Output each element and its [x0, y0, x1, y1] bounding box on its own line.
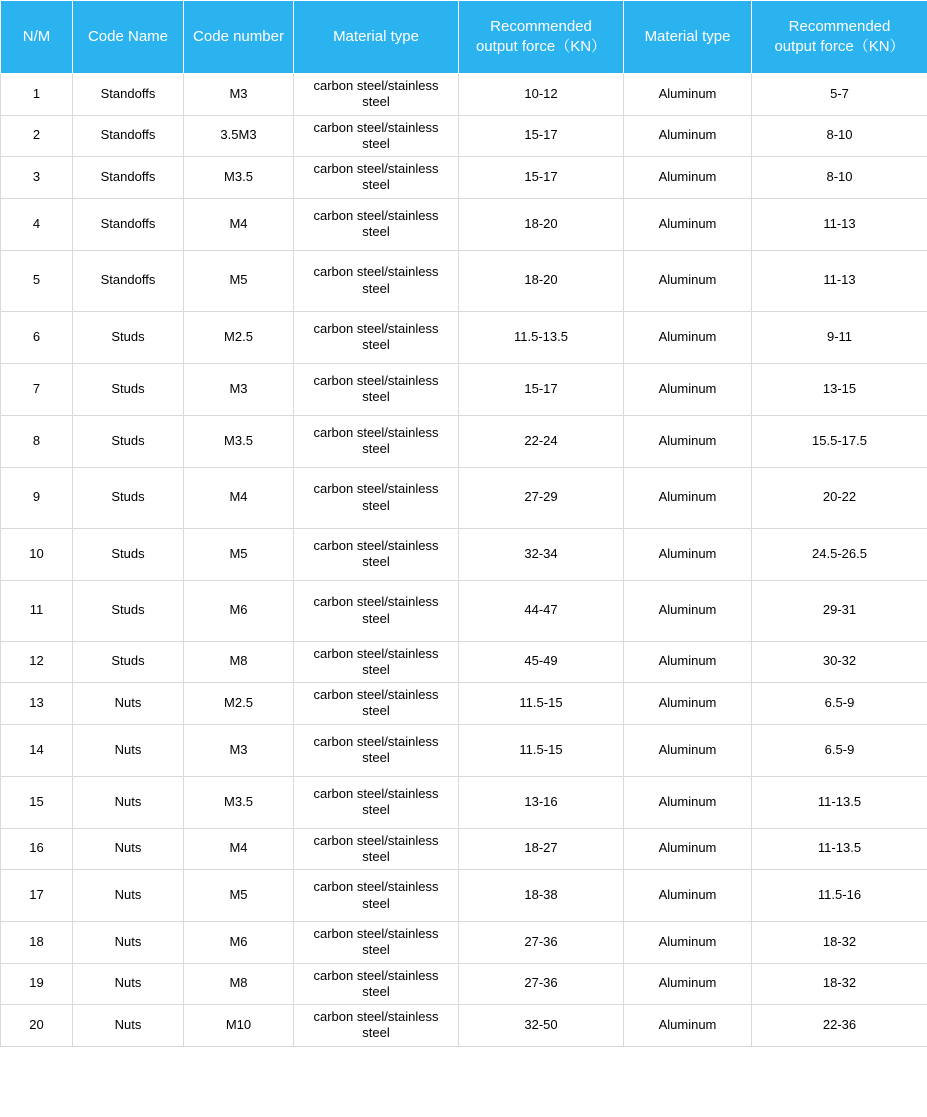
cell-material-type-2: Aluminum [624, 467, 752, 528]
table-header-row [1, 1, 927, 74]
material-line-2: steel [362, 280, 390, 296]
cell-material-type-1 [294, 963, 459, 1005]
table-row [1, 683, 927, 725]
cell-code-number: M5 [184, 528, 294, 580]
table-row [1, 415, 927, 467]
cell-output-force-1: 22-24 [459, 415, 624, 467]
table-row [1, 311, 927, 363]
material-line-2: steel [362, 802, 390, 817]
material-line-2: steel [362, 703, 390, 719]
cell-output-force-1: 18-20 [459, 250, 624, 311]
cell-code-name: Studs [73, 363, 184, 415]
cell-material-type-1 [294, 580, 459, 641]
material-line-1: carbon steel/stainless [313, 207, 439, 223]
cell-nm: 19 [1, 963, 73, 1005]
cell-output-force-1: 11.5-13.5 [459, 311, 624, 363]
cell-nm: 17 [1, 870, 73, 922]
cell-nm: 18 [1, 922, 73, 964]
cell-output-force-1: 32-50 [459, 1005, 624, 1047]
cell-material-type-2: Aluminum [624, 157, 752, 199]
cell-material-type-2: Aluminum [624, 641, 752, 683]
cell-code-number: M2.5 [184, 311, 294, 363]
cell-output-force-1: 10-12 [459, 74, 624, 116]
cell-material-type-1 [294, 1005, 459, 1047]
cell-nm: 11 [1, 580, 73, 641]
cell-nm: 2 [1, 115, 73, 157]
table-row [1, 198, 927, 250]
cell-material-type-1 [294, 870, 459, 922]
material-line-1: carbon steel/stainless [313, 320, 439, 336]
cell-output-force-2: 20-22 [752, 467, 927, 528]
cell-code-number: M8 [184, 641, 294, 683]
cell-output-force-2: 11.5-16 [752, 870, 927, 922]
cell-code-name: Standoffs [73, 74, 184, 116]
cell-output-force-2: 18-32 [752, 963, 927, 1005]
material-line-1: carbon steel/stainless [313, 161, 439, 176]
material-line-2: steel [362, 554, 390, 569]
cell-code-number: M3 [184, 724, 294, 776]
cell-material-type-1 [294, 363, 459, 415]
cell-output-force-2: 9-11 [752, 311, 927, 363]
column-header-output-force-1-line2: output force（KN） [475, 38, 607, 55]
cell-output-force-1: 15-17 [459, 157, 624, 199]
cell-output-force-1: 11.5-15 [459, 683, 624, 725]
column-header-output-force-2 [752, 1, 927, 74]
cell-material-type-2: Aluminum [624, 1005, 752, 1047]
cell-nm: 15 [1, 776, 73, 828]
material-line-1: carbon steel/stainless [313, 424, 439, 440]
cell-code-number: M4 [184, 467, 294, 528]
cell-output-force-1: 15-17 [459, 115, 624, 157]
cell-material-type-2: Aluminum [624, 250, 752, 311]
table-row [1, 157, 927, 199]
cell-material-type-1 [294, 115, 459, 157]
table-row [1, 963, 927, 1005]
material-line-1: carbon steel/stainless [313, 537, 439, 553]
material-line-1: carbon steel/stainless [313, 879, 439, 895]
cell-output-force-2: 11-13 [752, 198, 927, 250]
material-line-2: steel [362, 1025, 390, 1041]
material-line-1: carbon steel/stainless [313, 78, 439, 93]
material-line-2: steel [362, 895, 390, 911]
cell-material-type-1 [294, 683, 459, 725]
cell-code-name: Studs [73, 641, 184, 683]
cell-code-number: M3 [184, 363, 294, 415]
cell-code-number: M4 [184, 198, 294, 250]
cell-code-name: Standoffs [73, 198, 184, 250]
material-line-2: steel [362, 497, 390, 513]
cell-output-force-1: 18-20 [459, 198, 624, 250]
column-header-output-force-2-line2: output force（KN） [774, 38, 905, 55]
cell-code-number: M8 [184, 963, 294, 1005]
cell-code-name: Standoffs [73, 115, 184, 157]
column-header-material-type-1 [294, 1, 459, 74]
material-line-2: steel [362, 610, 390, 626]
cell-material-type-2: Aluminum [624, 963, 752, 1005]
cell-nm: 1 [1, 74, 73, 116]
cell-output-force-1: 15-17 [459, 363, 624, 415]
cell-output-force-2: 11-13.5 [752, 828, 927, 870]
cell-material-type-2: Aluminum [624, 683, 752, 725]
cell-material-type-2: Aluminum [624, 776, 752, 828]
column-header-output-force-2-line1: Recommended [788, 17, 891, 35]
table-row [1, 115, 927, 157]
material-line-1: carbon steel/stainless [313, 967, 439, 983]
column-header-code-number [184, 1, 294, 74]
cell-material-type-1 [294, 311, 459, 363]
cell-material-type-1 [294, 922, 459, 964]
cell-output-force-2: 6.5-9 [752, 724, 927, 776]
material-line-1: carbon steel/stainless [313, 372, 439, 388]
cell-code-name: Studs [73, 528, 184, 580]
material-line-1: carbon steel/stainless [313, 733, 439, 749]
table-row [1, 74, 927, 116]
cell-code-number: M10 [184, 1005, 294, 1047]
cell-code-name: Nuts [73, 724, 184, 776]
cell-code-name: Nuts [73, 1005, 184, 1047]
cell-material-type-2: Aluminum [624, 828, 752, 870]
cell-code-number: M3 [184, 74, 294, 116]
cell-nm: 13 [1, 683, 73, 725]
cell-code-number: M3.5 [184, 415, 294, 467]
cell-output-force-2: 11-13.5 [752, 776, 927, 828]
cell-material-type-2: Aluminum [624, 311, 752, 363]
cell-output-force-2: 13-15 [752, 363, 927, 415]
cell-code-name: Nuts [73, 776, 184, 828]
material-line-2: steel [362, 94, 390, 110]
table-row [1, 1005, 927, 1047]
cell-output-force-2: 6.5-9 [752, 683, 927, 725]
cell-code-name: Nuts [73, 683, 184, 725]
table-row [1, 641, 927, 683]
table-row [1, 580, 927, 641]
cell-output-force-2: 8-10 [752, 115, 927, 157]
cell-code-number: M6 [184, 922, 294, 964]
material-line-2: steel [362, 942, 390, 958]
material-line-2: steel [362, 389, 390, 404]
material-line-1: carbon steel/stainless [313, 926, 439, 941]
column-header-code-name-label: Code Name [87, 27, 169, 45]
material-line-1: carbon steel/stainless [313, 687, 439, 702]
table-row [1, 870, 927, 922]
table-row [1, 528, 927, 580]
cell-nm: 3 [1, 157, 73, 199]
material-line-1: carbon steel/stainless [313, 264, 439, 280]
cell-output-force-1: 18-27 [459, 828, 624, 870]
material-line-1: carbon steel/stainless [313, 785, 439, 801]
cell-material-type-2: Aluminum [624, 724, 752, 776]
cell-code-number: 3.5M3 [184, 115, 294, 157]
cell-code-name: Nuts [73, 963, 184, 1005]
cell-material-type-2: Aluminum [624, 922, 752, 964]
cell-output-force-1: 27-36 [459, 922, 624, 964]
table-row [1, 250, 927, 311]
material-line-2: steel [362, 135, 390, 151]
material-line-1: carbon steel/stainless [313, 119, 439, 135]
material-line-2: steel [362, 224, 390, 239]
column-header-nm [1, 1, 73, 74]
table-row [1, 828, 927, 870]
cell-output-force-2: 5-7 [752, 74, 927, 116]
cell-nm: 10 [1, 528, 73, 580]
cell-material-type-2: Aluminum [624, 415, 752, 467]
column-header-output-force-1-line1: Recommended [490, 17, 592, 35]
cell-material-type-1 [294, 157, 459, 199]
cell-output-force-2: 18-32 [752, 922, 927, 964]
table-header [1, 1, 927, 74]
cell-material-type-1 [294, 74, 459, 116]
cell-material-type-2: Aluminum [624, 115, 752, 157]
table-row [1, 467, 927, 528]
column-header-material-type-2 [624, 1, 752, 74]
table-row [1, 724, 927, 776]
cell-nm: 12 [1, 641, 73, 683]
cell-material-type-1 [294, 776, 459, 828]
column-header-material-type-2-label: Material type [644, 27, 731, 45]
material-line-2: steel [362, 661, 390, 677]
cell-output-force-1: 45-49 [459, 641, 624, 683]
cell-code-name: Standoffs [73, 157, 184, 199]
cell-output-force-1: 44-47 [459, 580, 624, 641]
cell-material-type-2: Aluminum [624, 870, 752, 922]
column-header-code-name [73, 1, 184, 74]
material-line-2: steel [362, 441, 390, 456]
material-line-1: carbon steel/stainless [313, 481, 439, 497]
table-body [1, 74, 927, 1047]
cell-material-type-2: Aluminum [624, 363, 752, 415]
cell-code-number: M4 [184, 828, 294, 870]
cell-code-name: Studs [73, 580, 184, 641]
column-header-nm-label: N/M [22, 27, 51, 45]
material-line-2: steel [362, 337, 390, 352]
cell-nm: 16 [1, 828, 73, 870]
cell-code-name: Studs [73, 415, 184, 467]
column-header-output-force-1 [459, 1, 624, 74]
cell-code-number: M5 [184, 870, 294, 922]
cell-material-type-1 [294, 528, 459, 580]
cell-nm: 20 [1, 1005, 73, 1047]
cell-nm: 6 [1, 311, 73, 363]
cell-material-type-2: Aluminum [624, 198, 752, 250]
material-line-2: steel [362, 177, 390, 193]
cell-code-number: M6 [184, 580, 294, 641]
cell-nm: 5 [1, 250, 73, 311]
cell-code-name: Nuts [73, 870, 184, 922]
cell-material-type-1 [294, 198, 459, 250]
cell-material-type-1 [294, 250, 459, 311]
cell-output-force-2: 24.5-26.5 [752, 528, 927, 580]
cell-code-number: M5 [184, 250, 294, 311]
cell-nm: 8 [1, 415, 73, 467]
table-row [1, 363, 927, 415]
cell-output-force-2: 30-32 [752, 641, 927, 683]
cell-output-force-1: 27-36 [459, 963, 624, 1005]
cell-nm: 14 [1, 724, 73, 776]
cell-output-force-2: 15.5-17.5 [752, 415, 927, 467]
cell-material-type-1 [294, 415, 459, 467]
table-row [1, 922, 927, 964]
material-line-1: carbon steel/stainless [313, 1009, 439, 1024]
cell-material-type-2: Aluminum [624, 528, 752, 580]
cell-output-force-1: 32-34 [459, 528, 624, 580]
cell-code-number: M3.5 [184, 776, 294, 828]
column-header-code-number-label: Code number [193, 27, 284, 45]
cell-material-type-2: Aluminum [624, 74, 752, 116]
cell-nm: 4 [1, 198, 73, 250]
cell-nm: 9 [1, 467, 73, 528]
cell-nm: 7 [1, 363, 73, 415]
cell-material-type-1 [294, 828, 459, 870]
cell-output-force-2: 8-10 [752, 157, 927, 199]
material-line-2: steel [362, 983, 390, 999]
cell-material-type-1 [294, 641, 459, 683]
cell-code-name: Nuts [73, 828, 184, 870]
cell-material-type-1 [294, 724, 459, 776]
cell-output-force-2: 11-13 [752, 250, 927, 311]
cell-output-force-1: 11.5-15 [459, 724, 624, 776]
cell-output-force-1: 13-16 [459, 776, 624, 828]
cell-material-type-1 [294, 467, 459, 528]
cell-material-type-2: Aluminum [624, 580, 752, 641]
material-line-2: steel [362, 750, 390, 765]
cell-code-number: M2.5 [184, 683, 294, 725]
cell-output-force-2: 22-36 [752, 1005, 927, 1047]
cell-code-name: Studs [73, 311, 184, 363]
cell-code-name: Standoffs [73, 250, 184, 311]
material-line-1: carbon steel/stainless [313, 594, 439, 610]
material-line-1: carbon steel/stainless [313, 832, 439, 848]
table-row [1, 776, 927, 828]
material-line-2: steel [362, 848, 390, 864]
cell-output-force-1: 18-38 [459, 870, 624, 922]
cell-code-name: Studs [73, 467, 184, 528]
cell-output-force-1: 27-29 [459, 467, 624, 528]
material-line-1: carbon steel/stainless [313, 645, 439, 661]
column-header-material-type-1-label: Material type [333, 27, 419, 45]
cell-code-number: M3.5 [184, 157, 294, 199]
cell-output-force-2: 29-31 [752, 580, 927, 641]
cell-code-name: Nuts [73, 922, 184, 964]
